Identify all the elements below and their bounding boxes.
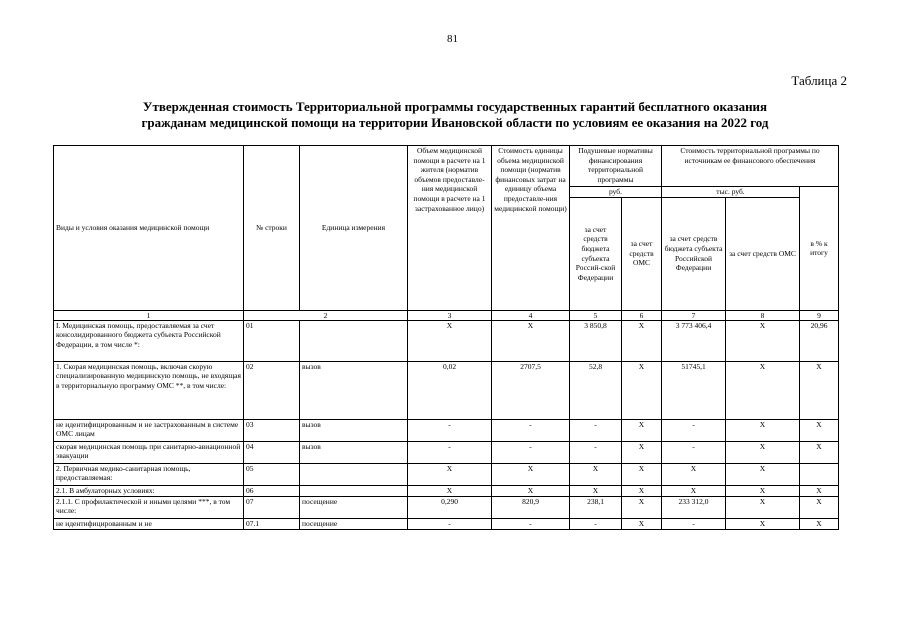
row-line: 02 — [244, 361, 300, 419]
row-line: 07.1 — [244, 518, 300, 529]
row-unit — [300, 320, 408, 361]
table-row — [54, 463, 839, 485]
row-oms-total: X — [726, 496, 800, 518]
row-volume: - — [408, 419, 492, 441]
header-budget-per-capita: за счет средств бюджета субъекта Россий-ской Федерации — [570, 197, 622, 310]
row-oms-per-capita: X — [622, 361, 662, 419]
row-line: 03 — [244, 419, 300, 441]
row-budget-per-capita: X — [570, 485, 622, 496]
header-kinds: Виды и условия оказания медицинской помощи — [54, 146, 244, 311]
row-oms-total: X — [726, 361, 800, 419]
row-budget-per-capita: 238,1 — [570, 496, 622, 518]
row-oms-total: X — [726, 320, 800, 361]
row-oms-per-capita: X — [622, 320, 662, 361]
table-row — [54, 496, 839, 518]
header-percent: в % к итогу — [800, 187, 839, 311]
row-budget-total: - — [662, 419, 726, 441]
row-name: 1. Скорая медицинская помощь, включая скорую специализированную медицинскую помощь, не входящая в территориальную программу ОМС **, в том числе: — [54, 361, 244, 419]
row-volume: X — [408, 485, 492, 496]
row-percent: X — [800, 496, 839, 518]
row-unit-cost: 820,9 — [492, 496, 570, 518]
row-percent: X — [800, 518, 839, 529]
row-percent — [800, 463, 839, 485]
row-oms-per-capita: X — [622, 463, 662, 485]
header-unit-cost: Стоимость единицы объема медицинской помощи (норматив финансовых затрат на единицу объема предоставле-ния медицинской помощи) — [492, 146, 570, 311]
column-number: 9 — [800, 310, 839, 320]
row-unit-cost: 2707,5 — [492, 361, 570, 419]
row-name: 2.1.1. С профилактической и иными целями ***, в том числе: — [54, 496, 244, 518]
header-budget-total: за счет средств бюджета субъекта Российской Федерации — [662, 197, 726, 310]
row-volume: - — [408, 441, 492, 463]
row-unit-cost: - — [492, 441, 570, 463]
row-budget-total: 233 312,0 — [662, 496, 726, 518]
column-number: 4 — [492, 310, 570, 320]
row-line: 04 — [244, 441, 300, 463]
row-budget-total: X — [662, 485, 726, 496]
row-unit-cost: - — [492, 518, 570, 529]
row-budget-per-capita: 3 850,8 — [570, 320, 622, 361]
row-oms-total: X — [726, 441, 800, 463]
row-name: I. Медицинская помощь, предоставляемая за счет консолидированного бюджета субъекта Российской Федерации, в том числе *: — [54, 320, 244, 361]
title-line-1: Утвержденная стоимость Территориальной программы государственных гарантий бесплатного оказания — [142, 99, 768, 114]
row-unit-cost: X — [492, 485, 570, 496]
row-budget-total: 51745,1 — [662, 361, 726, 419]
row-name: 2. Первичная медико-санитарная помощь, предоставляемая: — [54, 463, 244, 485]
row-name: 2.1. В амбулаторных условиях: — [54, 485, 244, 496]
table-row — [54, 320, 839, 361]
header-unit-thousand: тыс. руб. — [662, 187, 800, 198]
row-budget-per-capita: X — [570, 463, 622, 485]
page-number: 81 — [447, 33, 458, 45]
row-oms-per-capita: X — [622, 485, 662, 496]
table-row — [54, 485, 839, 496]
row-budget-total: - — [662, 441, 726, 463]
row-line: 01 — [244, 320, 300, 361]
row-unit: вызов — [300, 441, 408, 463]
row-name: скорая медицинская помощь при санитарно-авиационной эвакуации — [54, 441, 244, 463]
header-volume: Объем медицинской помощи в расчете на 1 жителя (норматив объемов предоставле-ния медицинской помощи в расчете на 1 застрахованное лицо) — [408, 146, 492, 311]
row-unit-cost: X — [492, 320, 570, 361]
column-number: 2 — [244, 310, 408, 320]
row-oms-total: X — [726, 419, 800, 441]
row-oms-per-capita: X — [622, 441, 662, 463]
row-budget-total: X — [662, 463, 726, 485]
row-unit: посещение — [300, 496, 408, 518]
row-oms-total: X — [726, 463, 800, 485]
header-line-number: № строки — [244, 146, 300, 311]
row-percent: 20,96 — [800, 320, 839, 361]
row-line: 05 — [244, 463, 300, 485]
row-percent: X — [800, 485, 839, 496]
header-oms-per-capita: за счет средств ОМС — [622, 197, 662, 310]
row-percent: X — [800, 419, 839, 441]
row-oms-per-capita: X — [622, 518, 662, 529]
row-line: 06 — [244, 485, 300, 496]
row-volume: X — [408, 463, 492, 485]
header-row-1 — [54, 146, 839, 187]
title-line-2: гражданам медицинской помощи на территории Ивановской области по условиям ее оказания на 2022 год — [141, 115, 769, 130]
row-budget-per-capita: 52,8 — [570, 361, 622, 419]
table-label: Таблица 2 — [791, 73, 847, 88]
table-row — [54, 441, 839, 463]
cost-table — [53, 145, 839, 530]
row-name: не идентифицированным и не — [54, 518, 244, 529]
row-volume: X — [408, 320, 492, 361]
column-number: 5 — [570, 310, 622, 320]
row-budget-total: - — [662, 518, 726, 529]
row-unit — [300, 463, 408, 485]
row-oms-per-capita: X — [622, 496, 662, 518]
header-oms-total: за счет средств ОМС — [726, 197, 800, 310]
header-unit: Единица измерения — [300, 146, 408, 311]
row-unit-cost: X — [492, 463, 570, 485]
row-volume: 0,02 — [408, 361, 492, 419]
row-unit — [300, 485, 408, 496]
row-oms-total: X — [726, 485, 800, 496]
column-number: 8 — [726, 310, 800, 320]
row-line: 07 — [244, 496, 300, 518]
column-number: 3 — [408, 310, 492, 320]
row-budget-per-capita: - — [570, 419, 622, 441]
column-number: 6 — [622, 310, 662, 320]
row-budget-per-capita: - — [570, 518, 622, 529]
row-unit: вызов — [300, 361, 408, 419]
header-normatives-group: Подушевые нормативы финансирования территориальной программы — [570, 146, 662, 187]
table-row — [54, 361, 839, 419]
column-number: 1 — [54, 310, 244, 320]
row-unit: посещение — [300, 518, 408, 529]
row-oms-total: X — [726, 518, 800, 529]
row-name: не идентифицированным и не застрахованным в системе ОМС лицам — [54, 419, 244, 441]
row-unit-cost: - — [492, 419, 570, 441]
row-percent: X — [800, 361, 839, 419]
document-title — [40, 99, 870, 131]
column-number-row — [54, 310, 839, 320]
row-unit: вызов — [300, 419, 408, 441]
header-cost-group: Стоимость территориальной программы по источникам ее финансового обеспечения — [662, 146, 839, 187]
header-unit-rub: руб. — [570, 187, 662, 198]
row-volume: 0,290 — [408, 496, 492, 518]
row-percent: X — [800, 441, 839, 463]
row-oms-per-capita: X — [622, 419, 662, 441]
row-budget-total: 3 773 406,4 — [662, 320, 726, 361]
table-row — [54, 419, 839, 441]
table-row — [54, 518, 839, 529]
row-volume: - — [408, 518, 492, 529]
column-number: 7 — [662, 310, 726, 320]
row-budget-per-capita: - — [570, 441, 622, 463]
